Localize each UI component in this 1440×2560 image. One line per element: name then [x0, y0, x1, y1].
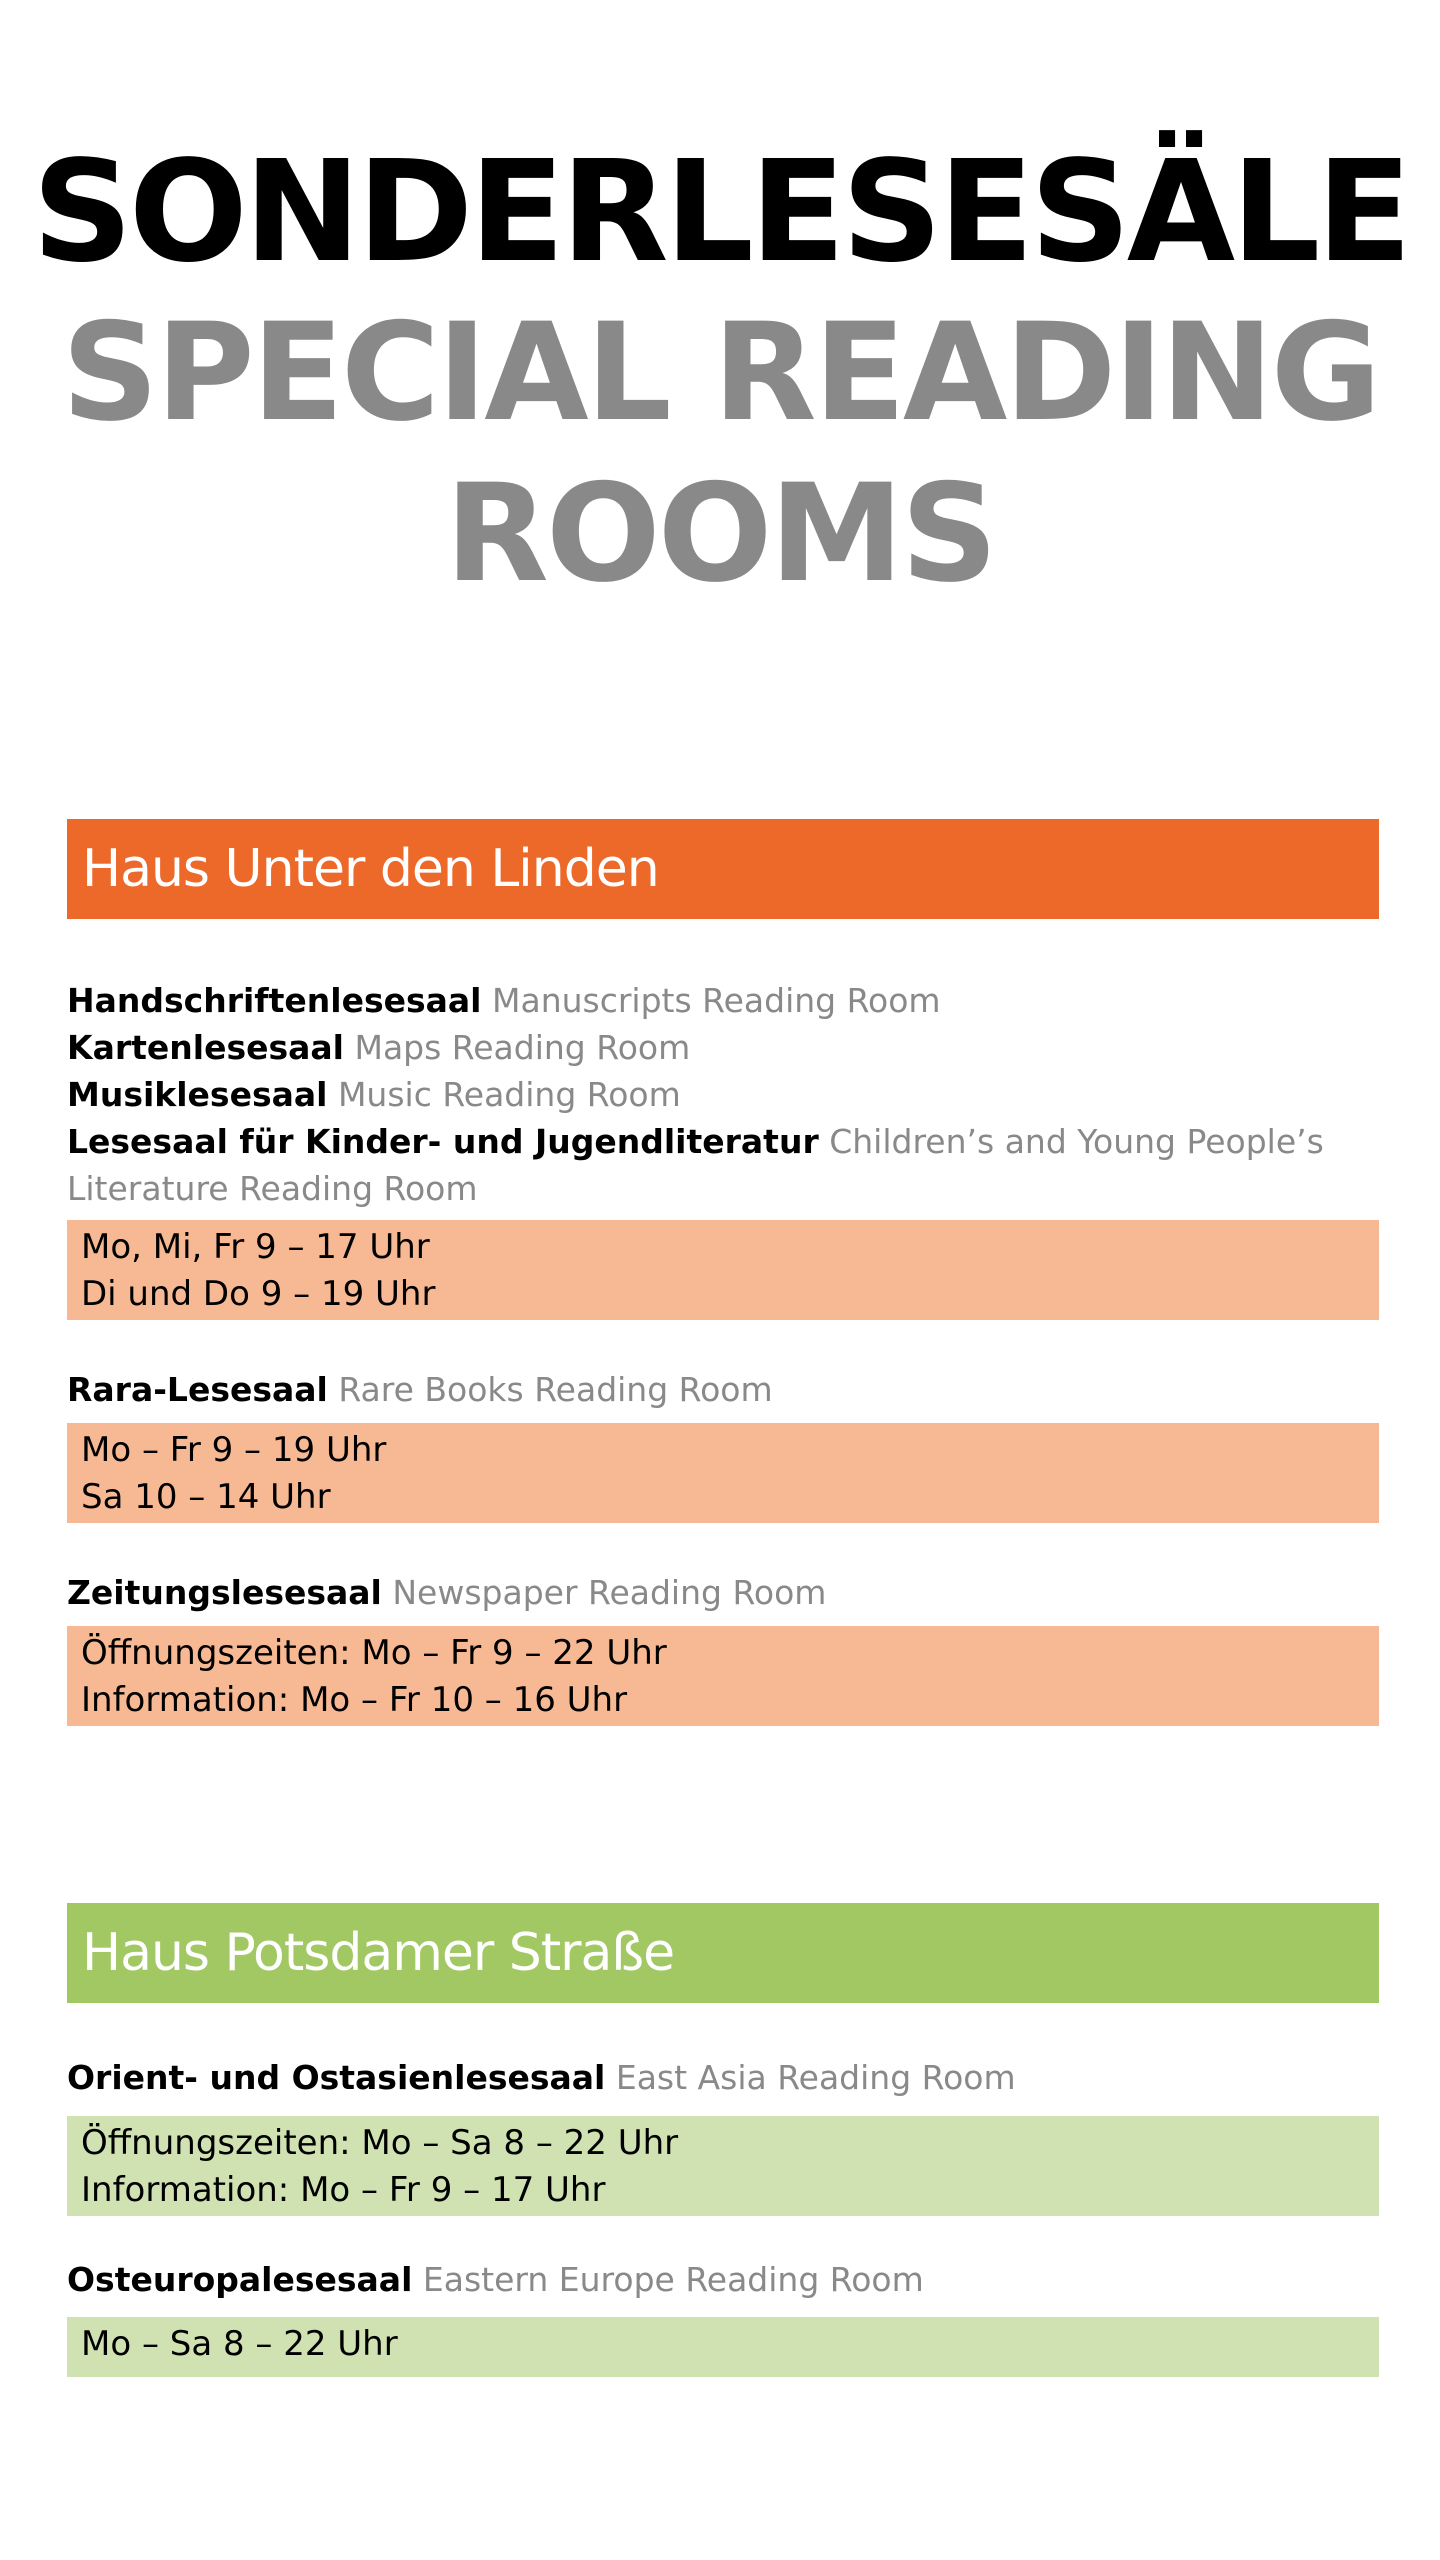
room-name-english: East Asia Reading Room — [615, 2058, 1016, 2097]
room-name-german: Osteuropalesesaal — [67, 2260, 413, 2299]
room-name-english: Rare Books Reading Room — [338, 1370, 773, 1409]
title-english-line-2: ROOMS — [444, 455, 996, 612]
opening-hours-line: Information: Mo – Fr 9 – 17 Uhr — [81, 2170, 606, 2210]
room-item — [67, 1118, 1379, 1165]
room-name-english: Newspaper Reading Room — [392, 1573, 827, 1612]
room-list — [67, 2256, 1379, 2303]
room-name-german: Musiklesesaal — [67, 1075, 328, 1114]
opening-hours-line: Information: Mo – Fr 10 – 16 Uhr — [81, 1680, 628, 1720]
room-list — [67, 2054, 1379, 2101]
section-title: Haus Unter den Linden — [82, 839, 659, 899]
opening-hours-line: Mo – Sa 8 – 22 Uhr — [81, 2324, 398, 2364]
room-item — [67, 1024, 1379, 1071]
room-name-english: Manuscripts Reading Room — [492, 981, 941, 1020]
opening-hours-box — [67, 2317, 1379, 2377]
opening-hours-line: Sa 10 – 14 Uhr — [81, 1477, 331, 1517]
room-name-english: Eastern Europe Reading Room — [422, 2260, 924, 2299]
section-header-potsdamer-strasse — [67, 1903, 1379, 2003]
room-name-german: Lesesaal für Kinder- und Jugendliteratur — [67, 1122, 819, 1161]
opening-hours-box — [67, 1423, 1379, 1523]
room-name-english: Children’s and Young People’s — [829, 1122, 1324, 1161]
opening-hours-line: Di und Do 9 – 19 Uhr — [81, 1274, 436, 1314]
room-item — [67, 1366, 1379, 1413]
room-item — [67, 2256, 1379, 2303]
room-item — [67, 2054, 1379, 2101]
room-item — [67, 1569, 1379, 1616]
opening-hours-box — [67, 1220, 1379, 1320]
room-list — [67, 1569, 1379, 1616]
section-header-unter-den-linden — [67, 819, 1379, 919]
opening-hours-line: Mo, Mi, Fr 9 – 17 Uhr — [81, 1227, 430, 1267]
room-name-german: Zeitungslesesaal — [67, 1573, 382, 1612]
opening-hours-line: Öffnungszeiten: Mo – Fr 9 – 22 Uhr — [81, 1633, 667, 1673]
opening-hours-line: Mo – Fr 9 – 19 Uhr — [81, 1430, 387, 1470]
opening-hours-box — [67, 1626, 1379, 1726]
section-title: Haus Potsdamer Straße — [82, 1923, 675, 1983]
room-name-german: Orient- und Ostasienlesesaal — [67, 2058, 606, 2097]
opening-hours-line: Öffnungszeiten: Mo – Sa 8 – 22 Uhr — [81, 2123, 679, 2163]
room-name-english: Maps Reading Room — [354, 1028, 691, 1067]
room-name-german: Kartenlesesaal — [67, 1028, 344, 1067]
room-item-continued — [67, 1165, 1379, 1212]
room-item — [67, 977, 1379, 1024]
room-item — [67, 1071, 1379, 1118]
room-name-english: Music Reading Room — [337, 1075, 681, 1114]
title-german: SONDERLESESÄLE — [32, 131, 1408, 294]
room-name-english: Literature Reading Room — [67, 1169, 478, 1208]
title-english-line-1: SPECIAL READING — [61, 294, 1379, 451]
room-name-german: Rara-Lesesaal — [67, 1370, 328, 1409]
room-list — [67, 977, 1379, 1212]
opening-hours-box — [67, 2116, 1379, 2216]
room-name-german: Handschriftenlesesaal — [67, 981, 482, 1020]
room-list — [67, 1366, 1379, 1413]
